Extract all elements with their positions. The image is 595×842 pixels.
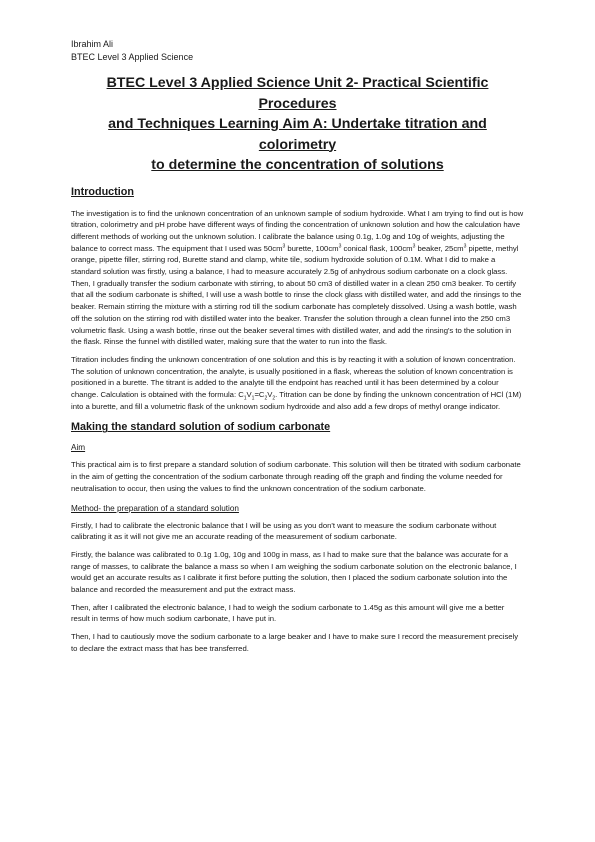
document-title bbox=[71, 73, 524, 176]
author-name: Ibrahim Ali bbox=[71, 39, 114, 49]
title-line-3: to determine the concentration of solutions bbox=[151, 157, 444, 173]
introduction-paragraph-1: The investigation is to find the unknown concentration of an unknown sample of sodium hydroxide. What I am trying to find out is how titration, colorimetry and pH probe have different ways of finding the concentration of unknown solution and how the calculation have different methods of working out the unknown solution. I calibrate the balance using 0.1g, 1.0g and 10g of weights, adjusting the balance to correct mass. The equipment that I used was $50cm^3$ burette, $100cm^3$ conical flask, $100cm^3$ beaker, $25cm^3$ pipette, methyl orange, pipette filler, stirring rod, Burette stand and clamp, white tile, sodium hydroxide solution of 0.1M. What I did to make a standard solution was firstly, using a balance, I had to measure accurately 2.5g of anhydrous sodium carbonate on a clock glass. Then, I gradually transfer the sodium carbonate with stirring, to about 50 cm3 of distilled water in a clean 250 cm3 beaker. To certify that all the sodium carbonate is shifted, I will use a wash bottle to rinse the clock glass with distilled water, and add the rinsings to the beaker. Remain stirring the mixture with a stirring rod till the sodium carbonate has completely dissolved. Using a wash bottle, wash off the solution on the stirring rod with distilled water into the beaker. Transfer the solution through a clean funnel into the 250 cm3 volumetric flask. Using a wash bottle, rinse out the beaker several times with distilled water, and add the rinsing's to the solution in the flask. Rinse the funnel with distilled water, making sure that the water to run into the flask. bbox=[71, 208, 524, 347]
method-paragraph-1: Firstly, I had to calibrate the electronic balance that I will be using as you don't want to measure the sodium carbonate without calibrating it as it will not give me an accurate reading of the measurement of sodium carbonate. bbox=[71, 520, 497, 542]
title-line-2: and Techniques Learning Aim A: Undertake titration and colorimetry bbox=[108, 116, 487, 153]
method-label: Method- the preparation of a standard solution bbox=[71, 503, 239, 513]
course-name: BTEC Level 3 Applied Science bbox=[71, 51, 194, 62]
aim-label: Aim bbox=[71, 443, 86, 453]
standard-solution-heading: Making the standard solution of sodium carbonate bbox=[71, 421, 331, 434]
document-page bbox=[71, 38, 524, 655]
method-paragraph-3: Then, after I calibrated the electronic balance, I had to weigh the sodium carbonate to 1.45g as this amount will give me a better result in terms of how much sodium carbonate, I have put in. bbox=[71, 602, 505, 624]
introduction-paragraph-2: Titration includes finding the unknown concentration of one solution and this is by reacting it with a solution of known concentration. The solution of unknown concentration, the analyte, is usually positioned in a flask, whereas the solution of known concentration is positioned in a burette. The titrant is added to the analyte till the endpoint has reached until it has been determined by a colour change. Calculation is obtained with the formula: $C_1V_1=C_2V_2$. Titration can be done by finding the unknown concentration of HCl (1M) into a burette, and fill a volumetric flask of the unknown sodium hydroxide and also add a few drops of methyl orange indicator. bbox=[71, 354, 522, 411]
introduction-heading: Introduction bbox=[71, 185, 134, 198]
aim-paragraph: This practical aim is to first prepare a standard solution of sodium carbonate. This solution will then be titrated with sodium carbonate in the aim of getting the concentration of the sodium carbonate through reading off the graph and finding the volume needed for neutralisation to occur, then using the values to find the unknown concentration of the sodium carbonate. bbox=[71, 460, 521, 493]
method-paragraph-4: Then, I had to cautiously move the sodium carbonate to a large beaker and I have to make sure I record the measurement precisely to declare the extract mass that has bee transferred. bbox=[71, 632, 519, 653]
title-line-1: BTEC Level 3 Applied Science Unit 2- Practical Scientific Procedures bbox=[106, 75, 489, 112]
method-paragraph-2: Firstly, the balance was calibrated to 0.1g 1.0g, 10g and 100g in mass, as I had to make sure that the balance was accurate for a range of masses, to calibrate the balance a mass so when I am weighing the sodium carbonate solution on the electronic balance, I would get an accurate results as I calibrate it first before putting the solution, then I placed the sodium carbonate solution into the balance and recorded the measurement and put the extract mass. bbox=[71, 549, 517, 595]
